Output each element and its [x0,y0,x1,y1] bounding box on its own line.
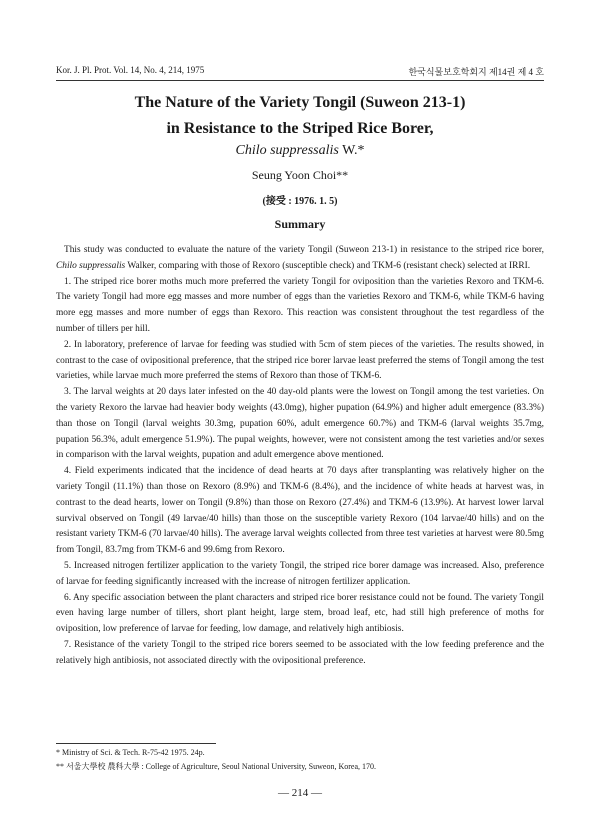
summary-point-5: 5. Increased nitrogen fertilizer application to the variety Tongil, the striped rice borer damage was increased. Also, preference of larvae for feeding significantly increased with the increase of nitrogen fertilizer application. [56,560,544,587]
paper-title [40,90,560,142]
species-name [40,143,560,159]
journal-korean-title: 한국식물보호학회지 제14권 제 4 호 [408,67,544,77]
summary-point-3: 3. The larval weights at 20 days later infested on the 40 day-old plants were the lowest on Tongil among the test varieties. On the variety Rexoro the larvae had heavier body weights (43.0mg), higher pupation (64.9%) and higher adult emergence (83.3%) than those on Tongil (larval weights 30.3mg, pupation 60%, adult emergence 60.7%) and TKM-6 (larval weights 35.7mg, pupation 56.3%, adult emergence 51.9%). The pupal weights, however, were not consistent among the test varieties and/or sexes in comparison with the larval weights, pupation and adult emergence above mentioned. [56,387,544,461]
received-date: (接受 : 1976. 1. 5) [262,196,338,207]
footnote-1: * Ministry of Sci. & Tech. R-75-42 1975. 24p. [56,748,205,757]
species-italic: Chilo suppressalis [235,143,339,158]
page-number: — 214 — [278,787,322,799]
header-rule [56,80,544,81]
summary-intro: This study was conducted to evaluate the nature of the variety Tongil (Suweon 213-1) in resistance to the striped rice borer, Chilo suppressalis Walker, comparing with those of Rexoro (susceptible check) and TKM-6 (resistant check) selected at IRRI. [56,245,544,271]
summary-point-2: 2. In laboratory, preference of larvae for feeding was studied with 5cm of stem pieces of the varieties. The results showed, in contrast to the case of ovipositional preference, that the striped rice borer larvae least preferred the stems of Tongil among the test varieties, while larvae much more preferred the stems of Rexoro than those of TKM-6. [56,339,544,382]
species-inline: Chilo suppressalis [56,260,126,271]
title-line-2: in Resistance to the Striped Rice Borer, [166,120,434,137]
summary-heading: Summary [274,217,326,231]
footnote-2: ** 서울大學校 農科大學 : College of Agriculture, Seoul National University, Suweon, Korea, 170. [56,762,377,771]
species-author: W.* [338,143,365,158]
summary-point-7: 7. Resistance of the variety Tongil to the striped rice borers seemed to be associated with the low feeding preference and the relatively high antibiosis, not associated directly with the ovipositional preference. [56,639,544,666]
summary-body [56,243,544,670]
summary-point-4: 4. Field experiments indicated that the incidence of dead hearts at 70 days after transplanting was relatively higher on the variety Tongil (11.1%) than those on Rexoro (8.9%) and TKM-6 (8.4%), and the incidence of white heads at harvest was, in contrast to the dead hearts, lower on Tongil (9.8%) than those on Rexoro (27.4%) and TKM-6 (13.9%). At harvest lower larval survival observed on Tongil (49 larvae/40 hills) than those on the susceptible variety Rexoro (104 larvae/40 hills) and on the resistant variety TKM-6 (70 larvae/40 hills). The average larval weights collected from three test varieties at harvest were 80.5mg from Tongil, 83.7mg from TKM-6 and 99.6mg from Rexoro. [56,466,544,556]
title-line-1: The Nature of the Variety Tongil (Suweon 213-1) [134,94,466,111]
footnote-rule [56,743,216,744]
author: Seung Yoon Choi** [251,168,349,182]
summary-point-1: 1. The striped rice borer moths much more preferred the variety Tongil for oviposition than the varieties Rexoro and TKM-6. The variety Tongil had more egg masses and more number of eggs than the varieties Rexoro and TKM-6, while TKM-6 having more egg masses and more number of eggs than Rexoro. This reaction was consistent throughout the test regardless of the number of tillers per hill. [56,276,544,334]
summary-point-6: 6. Any specific association between the plant characters and striped rice borer resistance could not be found. The variety Tongil even having large number of tillers, short plant height, large stem, broad leaf, etc, had still high preference of moths for oviposition, low preference of larvae for feeding, low damage, and relatively high antibiosis. [56,592,544,635]
running-header [56,65,544,78]
journal-citation: Kor. J. Pl. Prot. Vol. 14, No. 4, 214, 1975 [56,65,205,75]
